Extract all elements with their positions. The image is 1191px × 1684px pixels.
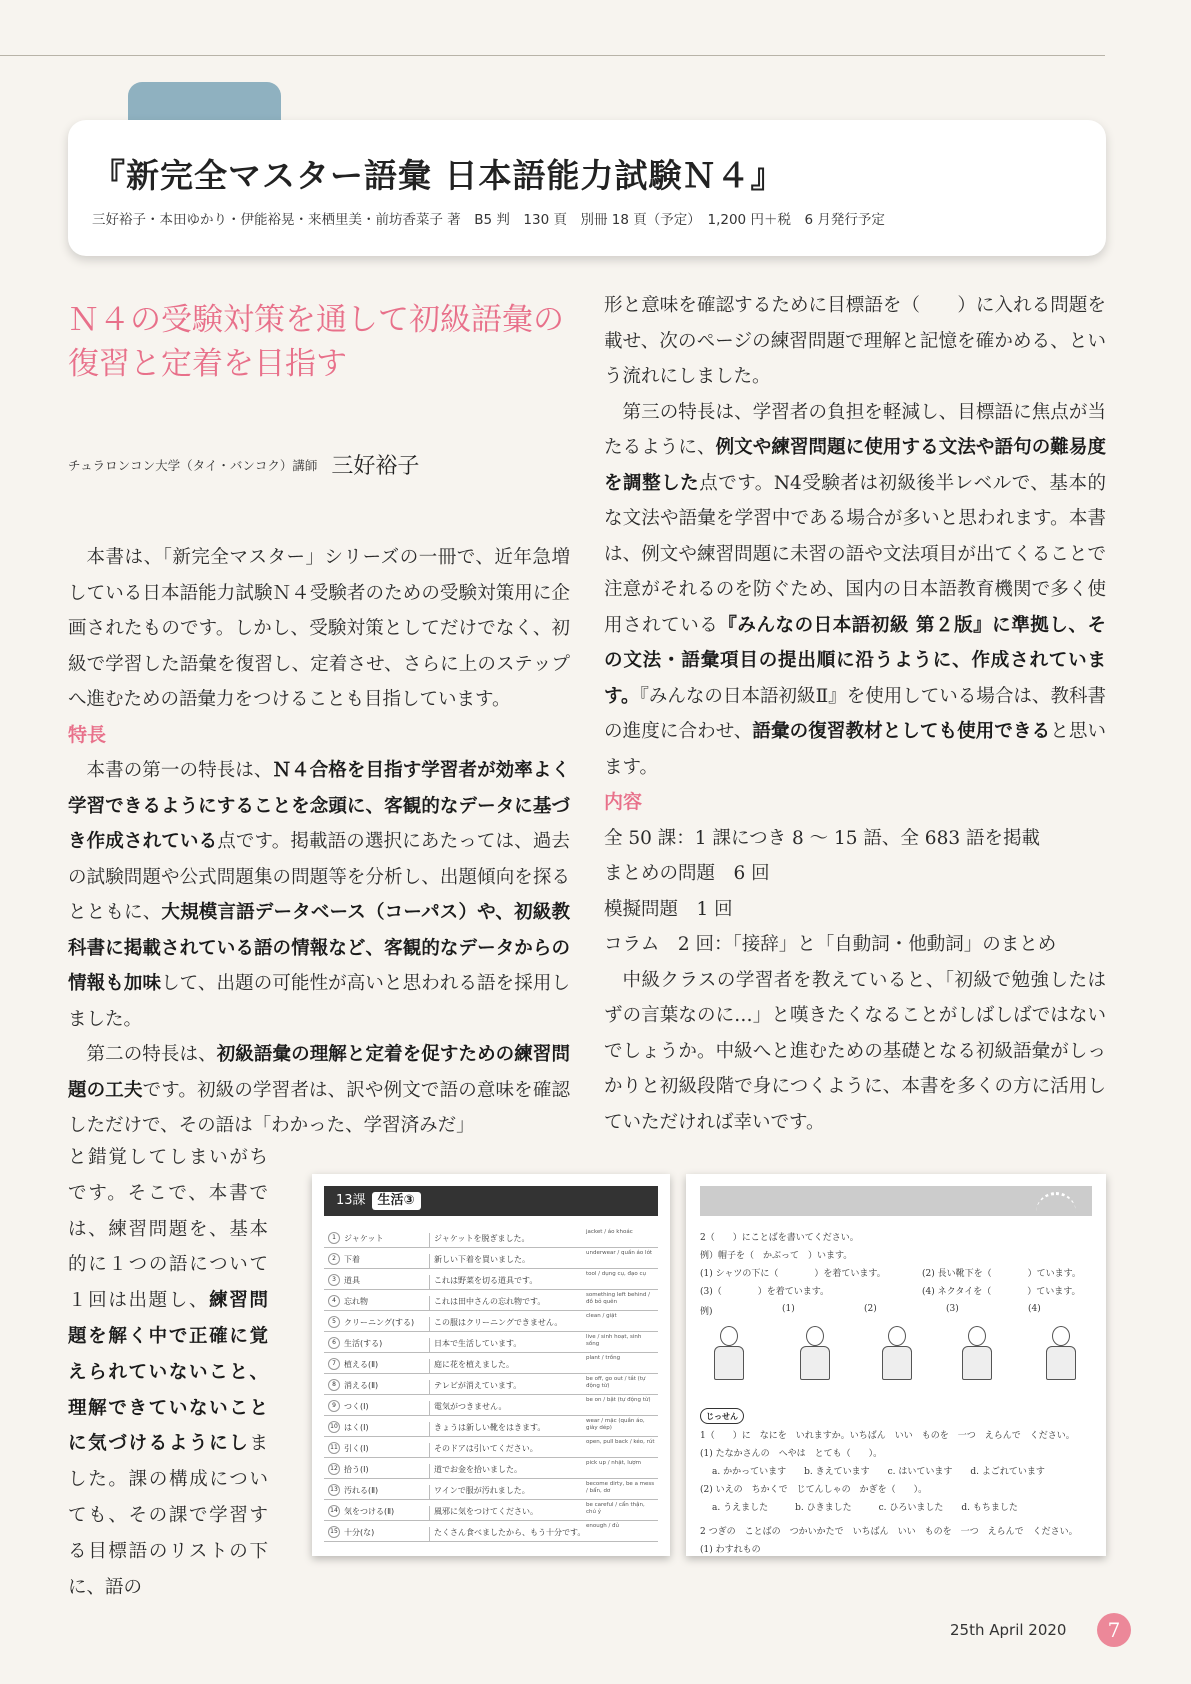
paragraph-feature-2-cont: と錯覚してしまいがちです。そこで、本書では、練習問題を、基本的に１つの語について１回は出題し、練習問題を解く中で正確に覚えられていないこと、理解できていないことに気づけるようにしました。課の構成についても、その課で学習する目標語のリストの下に、語の	[68, 1147, 268, 1598]
vocab-row	[324, 1331, 658, 1353]
vocab-translation: tool / dụng cụ, đạo cụ	[586, 1271, 646, 1277]
vocab-word: 拾う(Ⅰ)	[344, 1465, 369, 1474]
practice-q2-item1: (1) わすれもの	[700, 1545, 761, 1555]
top-rule	[0, 55, 1105, 56]
vocab-translation: underwear / quần áo lót	[586, 1250, 653, 1256]
vocab-row	[324, 1520, 658, 1542]
vocab-translation: enough / đủ	[586, 1523, 620, 1529]
vocab-word: 消える(Ⅱ)	[344, 1381, 379, 1390]
figure-person-socks-icon	[876, 1322, 916, 1380]
issue-date: 25th April 2020	[950, 1621, 1067, 1639]
vocab-word: 下着	[344, 1255, 360, 1264]
paragraph-intro: 本書は、「新完全マスター」シリーズの一冊で、近年急増している日本語能力試験Ｎ４受験者のための受験対策用に企画されたものです。しかし、受験対策としてだけでなく、初級で学習した語彙を復習し、定着させ、さらに上のステップへ進むための語彙力をつけることも目指しています。	[68, 547, 570, 710]
vocab-word: 十分(な)	[344, 1528, 375, 1537]
vocab-word: 忘れ物	[344, 1297, 368, 1306]
vocab-number: 12	[328, 1463, 340, 1475]
paragraph-closing: 中級クラスの学習者を教えていると、「初級で勉強したはずの言葉なのに…」と嘆きたくなることがしばしばではないでしょうか。中級へと進むための基礎となる初級語彙がしっかりと初級段階で身につくように、本書を多くの方に活用していただければ幸いです。	[604, 969, 1106, 1133]
author-name: 三好裕子	[331, 454, 420, 479]
practice-q1-item2-options: a. うえました b. ひきました c. ひろいました d. もちました	[712, 1503, 1018, 1513]
lesson-number: 13課	[336, 1193, 366, 1208]
vocab-translation: be off, go out / tắt (tự động từ)	[586, 1376, 646, 1389]
vocab-row	[324, 1268, 658, 1290]
vocab-example: 日本で生活しています。	[429, 1338, 579, 1352]
vocab-example: この服はクリーニングできません。	[429, 1317, 579, 1331]
vocab-word: 引く(Ⅰ)	[344, 1444, 369, 1453]
vocab-example: 風邪に気をつけてください。	[429, 1506, 579, 1520]
figure-label-example: 例)	[700, 1307, 713, 1317]
vocab-row	[324, 1310, 658, 1332]
vocab-word: はく(Ⅰ)	[344, 1423, 369, 1432]
page-number: 7	[1097, 1613, 1131, 1647]
vocab-example: きょうは新しい靴をはきます。	[429, 1422, 579, 1436]
vocab-row	[324, 1436, 658, 1458]
figure-person-tie-icon	[1040, 1322, 1080, 1380]
lesson-header	[324, 1186, 658, 1216]
vocab-row	[324, 1289, 658, 1311]
figure-person-shirt-icon	[794, 1322, 834, 1380]
vocab-word: 汚れる(Ⅱ)	[344, 1486, 379, 1495]
vocab-row	[324, 1457, 658, 1479]
exercise-header-bar	[700, 1186, 1092, 1216]
vocab-translation: something left behind / đồ bỏ quên	[586, 1292, 650, 1305]
figure-label-1: (1)	[782, 1304, 795, 1314]
practice-q2: 2 つぎの ことばの つかいかたで いちばん いい ものを 一つ えらんで ください。	[700, 1527, 1078, 1537]
book-title: 『新完全マスター語彙 日本語能力試験Ｎ４』	[92, 156, 785, 195]
vocab-row	[324, 1478, 658, 1500]
sample-page-vocab-list	[312, 1174, 670, 1556]
vocab-translation: be careful / cẩn thận, chú ý	[586, 1502, 645, 1515]
author-line	[68, 446, 419, 477]
vocab-row	[324, 1352, 658, 1374]
vocab-example: 道でお金を拾いました。	[429, 1464, 579, 1478]
vocab-number: 2	[328, 1253, 340, 1265]
vocab-word: 気をつける(Ⅱ)	[344, 1507, 395, 1516]
vocab-row	[324, 1394, 658, 1416]
vocab-word: 植える(Ⅱ)	[344, 1360, 379, 1369]
paragraph-feature-2-end: 形と意味を確認するために目標語を（ ）に入れる問題を載せ、次のページの練習問題で理解と記憶を確かめる、という流れにしました。	[604, 295, 1106, 387]
practice-q1-item2: (2) いえの ちかくで じてんしゃの かぎを（ ）。	[700, 1485, 928, 1495]
book-meta: 三好裕子・本田ゆかり・伊能裕晃・来栖里美・前坊香菜子 著 B5 判 130 頁 別冊 18 頁（予定） 1,200 円＋税 6 月発行予定	[92, 212, 885, 228]
exercise-q1: 2（ ）にことばを書いてください。	[700, 1233, 859, 1243]
section-heading-contents: 内容	[604, 791, 643, 813]
contents-line-column: コラム 2 回：「接辞」と「自動詞・他動詞」のまとめ	[604, 934, 1057, 955]
practice-q1: 1（ ）に なにを いれますか。いちばん いい ものを 一つ えらんで ください。	[700, 1431, 1075, 1441]
vocab-example: これは田中さんの忘れ物です。	[429, 1296, 579, 1310]
vocab-number: 3	[328, 1274, 340, 1286]
vocab-number: 1	[328, 1232, 340, 1244]
vocab-translation: wear / mặc (quần áo, giày dép)	[586, 1418, 645, 1431]
paragraph-feature-2: 第二の特長は、初級語彙の理解と定着を促すための練習問題の工夫です。初級の学習者は、訳や例文で語の意味を確認しただけで、その語は「わかった、学習済みだ」	[68, 1044, 570, 1136]
author-affiliation: チュラロンコン大学（タイ・バンコク）講師	[68, 458, 318, 473]
vocab-word: つく(Ⅰ)	[344, 1402, 369, 1411]
vocab-number: 14	[328, 1505, 340, 1517]
vocab-translation: jacket / áo khoác	[586, 1229, 633, 1235]
contents-line-lessons: 全 50 課：1 課につき 8 ～ 15 語、全 683 語を掲載	[604, 827, 1040, 849]
figure-person-jacket-icon	[956, 1322, 996, 1380]
exercise-q1-item4: (4) ネクタイを（ ）ています。	[922, 1287, 1081, 1297]
vocab-example: これは野菜を切る道具です。	[429, 1275, 579, 1289]
vocab-number: 9	[328, 1400, 340, 1412]
figure-label-3: (3)	[946, 1304, 959, 1314]
figure-label-4: (4)	[1028, 1304, 1041, 1314]
vocab-number: 4	[328, 1295, 340, 1307]
vocab-number: 15	[328, 1526, 340, 1538]
book-info-card	[68, 120, 1106, 256]
vocab-number: 11	[328, 1442, 340, 1454]
vocab-example: 電気がつきません。	[429, 1401, 579, 1415]
section-heading-features: 特長	[68, 723, 107, 746]
fan-decoration-icon	[1036, 1192, 1076, 1215]
vocab-number: 10	[328, 1421, 340, 1433]
vocab-example: ジャケットを脱ぎました。	[429, 1233, 579, 1247]
vocab-example: テレビが消えています。	[429, 1380, 579, 1394]
vocab-row	[324, 1499, 658, 1521]
column-left-continued	[68, 1140, 268, 1605]
contents-line-mock: 模擬問題 1 回	[604, 898, 733, 920]
vocab-word: 道具	[344, 1276, 360, 1285]
vocab-example: そのドアは引いてください。	[429, 1443, 579, 1457]
vocab-word: ジャケット	[344, 1234, 384, 1243]
vocab-translation: live / sinh hoạt, sinh sống	[586, 1334, 642, 1347]
practice-q1-item1: (1) たなかさんの へやは とても（ ）。	[700, 1449, 883, 1459]
vocab-number: 8	[328, 1379, 340, 1391]
vocab-translation: plant / trồng	[586, 1355, 621, 1361]
jissen-label: じっせん	[700, 1408, 744, 1424]
vocab-translation: clean / giặt	[586, 1313, 617, 1319]
vocab-row	[324, 1373, 658, 1395]
vocab-number: 5	[328, 1316, 340, 1328]
vocab-translation: open, pull back / kéo, rút	[586, 1439, 655, 1445]
vocab-number: 7	[328, 1358, 340, 1370]
figure-person-hat-icon	[708, 1322, 748, 1380]
exercise-q1-item3: (3)（ ）を着ています。	[700, 1287, 830, 1297]
vocab-example: 庭に花を植えました。	[429, 1359, 579, 1373]
vocab-number: 13	[328, 1484, 340, 1496]
figure-label-2: (2)	[864, 1304, 877, 1314]
contents-line-summary: まとめの問題 6 回	[604, 863, 770, 884]
vocab-number: 6	[328, 1337, 340, 1349]
vocab-word: クリーニング(する)	[344, 1318, 415, 1327]
vocab-translation: become dirty, be a mess / bẩn, dơ	[586, 1481, 655, 1494]
vocab-translation: pick up / nhặt, lượm	[586, 1460, 642, 1466]
vocab-example: ワインで服が汚れました。	[429, 1485, 579, 1499]
vocab-example: たくさん食べましたから、もう十分です。	[429, 1527, 579, 1541]
paragraph-feature-3: 第三の特長は、学習者の負担を軽減し、目標語に焦点が当たるように、例文や練習問題に使用する文法や語句の難易度を調整した点です。N4受験者は初級後半レベルで、基本的な文法や語彙を学習中である場合が多いと思われます。本書は、例文や練習問題に未習の語や文法項目が出てくることで注意がそれるのを防ぐため、国内の日本語教育機関で多く使用されている『みんなの日本語初級 第２版』に準拠し、その文法・語彙項目の提出順に沿うように、作成されています。『みんなの日本語初級Ⅱ』を使用している場合は、教科書の進度に合わせ、語彙の復習教材としても使用できると思います。	[604, 401, 1106, 778]
practice-q1-item1-options: a. かかっています b. きえています c. はいています d. よごれています	[712, 1467, 1045, 1477]
vocab-row	[324, 1226, 658, 1248]
vocab-row	[324, 1415, 658, 1437]
vocab-example: 新しい下着を買いました。	[429, 1254, 579, 1268]
column-left	[68, 540, 570, 1144]
vocab-translation: be on / bật (tự động từ)	[586, 1397, 651, 1403]
exercise-q1-item2: (2) 長い靴下を（ ）ています。	[922, 1269, 1081, 1279]
column-right	[604, 288, 1106, 1140]
vocab-word: 生活(する)	[344, 1339, 383, 1348]
vocab-row	[324, 1247, 658, 1269]
article-headline: Ｎ４の受験対策を通して初級語彙の 復習と定着を目指す	[68, 302, 564, 382]
exercise-q1-example: 例）帽子を（ かぶって ）います。	[700, 1251, 853, 1261]
paragraph-feature-1: 本書の第一の特長は、Ｎ４合格を目指す学習者が効率よく学習できるようにすることを念頭に、客観的なデータに基づき作成されている点です。掲載語の選択にあたっては、過去の試験問題や公式問題集の問題等を分析し、出題傾向を探るとともに、大規模言語データベース（コーパス）や、初級教科書に掲載されている語の情報など、客観的なデータからの情報も加味して、出題の可能性が高いと思われる語を採用しました。	[68, 760, 570, 1030]
exercise-q1-item1: (1) シャツの下に（ ）を着ています。	[700, 1269, 886, 1279]
lesson-topic: 生活③	[372, 1192, 421, 1210]
